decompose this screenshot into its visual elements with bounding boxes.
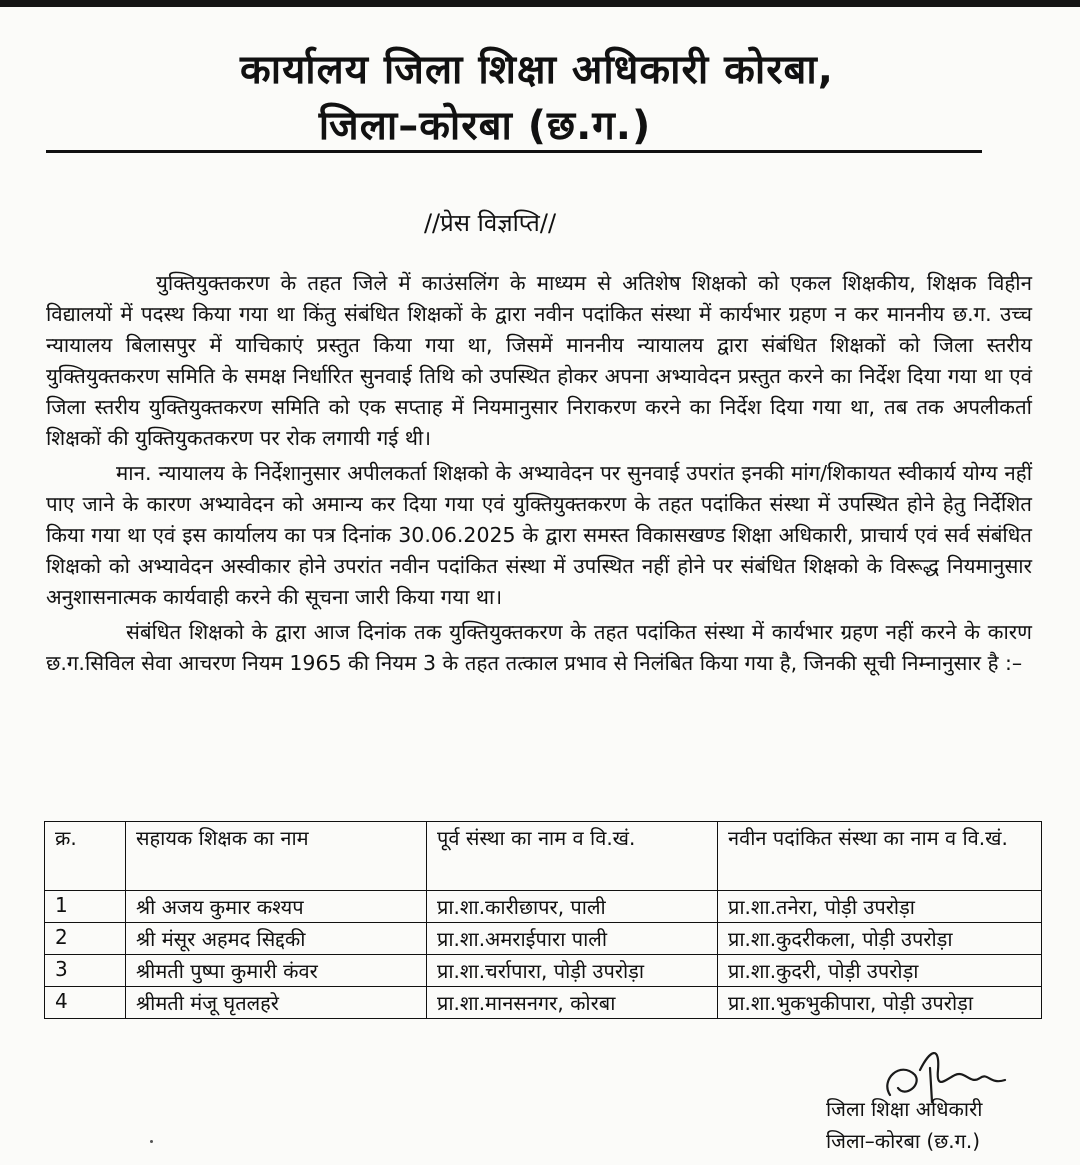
previous-school-cell: प्रा.शा.अमराईपारा पाली	[427, 923, 718, 955]
paragraph-3: संबंधित शिक्षको के द्वारा आज दिनांक तक युक्तियुक्तकरण के तहत पदांकित संस्था में कार्यभार ग्रहण नहीं करने के कारण छ.ग.सिविल सेवा आचरण नियम 1965 की नियम 3 के तहत तत्काल प्रभाव से निलंबित किया गया है, जिनकी सूची निम्नानुसार है :–	[46, 620, 1032, 675]
paragraph-1: युक्तियुक्तकरण के तहत जिले में काउंसलिंग के माध्यम से अतिशेष शिक्षको को एकल शिक्षकीय, शिक्षक विहीन विद्यालयों में पदस्थ किया गया था किंतु संबंधित शिक्षकों के द्वारा नवीन पदांकित संस्था में कार्यभार ग्रहण न कर माननीय छ.ग. उच्च न्यायालय बिलासपुर में याचिकाएं प्रस्तुत किया गया था, जिसमें माननीय न्यायालय द्वारा संबंधित शिक्षकों को जिला स्तरीय युक्तियुक्तकरण समिति के समक्ष निर्धारित सुनवाई तिथि को उपस्थित होकर अपना अभ्यावेदन प्रस्तुत करने का निर्देश दिया गया था एवं जिला स्तरीय युक्तियुक्तकरण समिति को एक सप्ताह में नियमानुसार निराकरण करने का निर्देश दिया गया था, तब तक अपलीकर्ता शिक्षकों की युक्तियुकतकरण पर रोक लगायी गई थी।	[46, 271, 1032, 450]
previous-school-cell: प्रा.शा.चर्रापारा, पोड़ी उपरोड़ा	[427, 955, 718, 987]
header-previous-school: पूर्व संस्था का नाम व वि.खं.	[427, 822, 718, 891]
header-rule	[46, 150, 982, 153]
press-release-title: //प्रेस विज्ञप्ति//	[423, 209, 557, 237]
teacher-name-cell: श्री अजय कुमार कश्यप	[126, 891, 427, 923]
table-header-row	[45, 822, 1042, 891]
previous-school-cell: प्रा.शा.कारीछापर, पाली	[427, 891, 718, 923]
new-school-cell: प्रा.शा.भुकभुकीपारा, पोड़ी उपरोड़ा	[718, 987, 1042, 1019]
signature-designation: जिला शिक्षा अधिकारी	[826, 1097, 983, 1121]
office-district: जिला–कोरबा (छ.ग.)	[318, 103, 652, 149]
scan-speck	[150, 1140, 153, 1143]
serial-cell: 4	[45, 987, 126, 1019]
office-name: कार्यालय जिला शिक्षा अधिकारी कोरबा,	[240, 47, 834, 93]
top-edge-bar	[0, 0, 1080, 7]
serial-cell: 3	[45, 955, 126, 987]
signature-district: जिला–कोरबा (छ.ग.)	[826, 1129, 981, 1153]
teacher-name-cell: श्रीमती मंजू घृतलहरे	[126, 987, 427, 1019]
new-school-cell: प्रा.शा.तनेरा, पोड़ी उपरोड़ा	[718, 891, 1042, 923]
teacher-name-cell: श्री मंसूर अहमद सिद्दकी	[126, 923, 427, 955]
teacher-name-cell: श्रीमती पुष्पा कुमारी कंवर	[126, 955, 427, 987]
table-row	[45, 987, 1042, 1019]
header-teacher-name: सहायक शिक्षक का नाम	[126, 822, 427, 891]
new-school-cell: प्रा.शा.कुदरीकला, पोड़ी उपरोड़ा	[718, 923, 1042, 955]
serial-cell: 2	[45, 923, 126, 955]
office-header	[0, 42, 1080, 154]
table-row	[45, 891, 1042, 923]
table-row	[45, 923, 1042, 955]
new-school-cell: प्रा.शा.कुदरी, पोड़ी उपरोड़ा	[718, 955, 1042, 987]
serial-cell: 1	[45, 891, 126, 923]
previous-school-cell: प्रा.शा.मानसनगर, कोरबा	[427, 987, 718, 1019]
suspended-teachers-table	[44, 821, 1042, 1019]
header-serial: क्र.	[45, 822, 126, 891]
table-row	[45, 955, 1042, 987]
paragraph-2: मान. न्यायालय के निर्देशानुसार अपीलकर्ता शिक्षको के अभ्यावेदन पर सुनवाई उपरांत इनकी मांग/शिकायत स्वीकार्य योग्य नहीं पाए जाने के कारण अभ्यावेदन को अमान्य कर दिया गया एवं युक्तियुक्तकरण के तहत पदांकित संस्था में उपस्थित होने हेतु निर्देशित किया गया था एवं इस कार्यालय का पत्र दिनांक 30.06.2025 के द्वारा समस्त विकासखण्ड शिक्षा अधिकारी, प्राचार्य एवं सर्व संबंधित शिक्षको को अभ्यावेदन अस्वीकार होने उपरांत नवीन पदांकित संस्था में उपस्थित नहीं होने पर संबंधित शिक्षको के विरूद्ध नियमानुसार अनुशासनात्मक कार्यवाही करने की सूचना जारी किया गया था।	[46, 461, 1032, 609]
header-new-school: नवीन पदांकित संस्था का नाम व वि.खं.	[718, 822, 1042, 891]
notice-body	[46, 268, 1032, 683]
